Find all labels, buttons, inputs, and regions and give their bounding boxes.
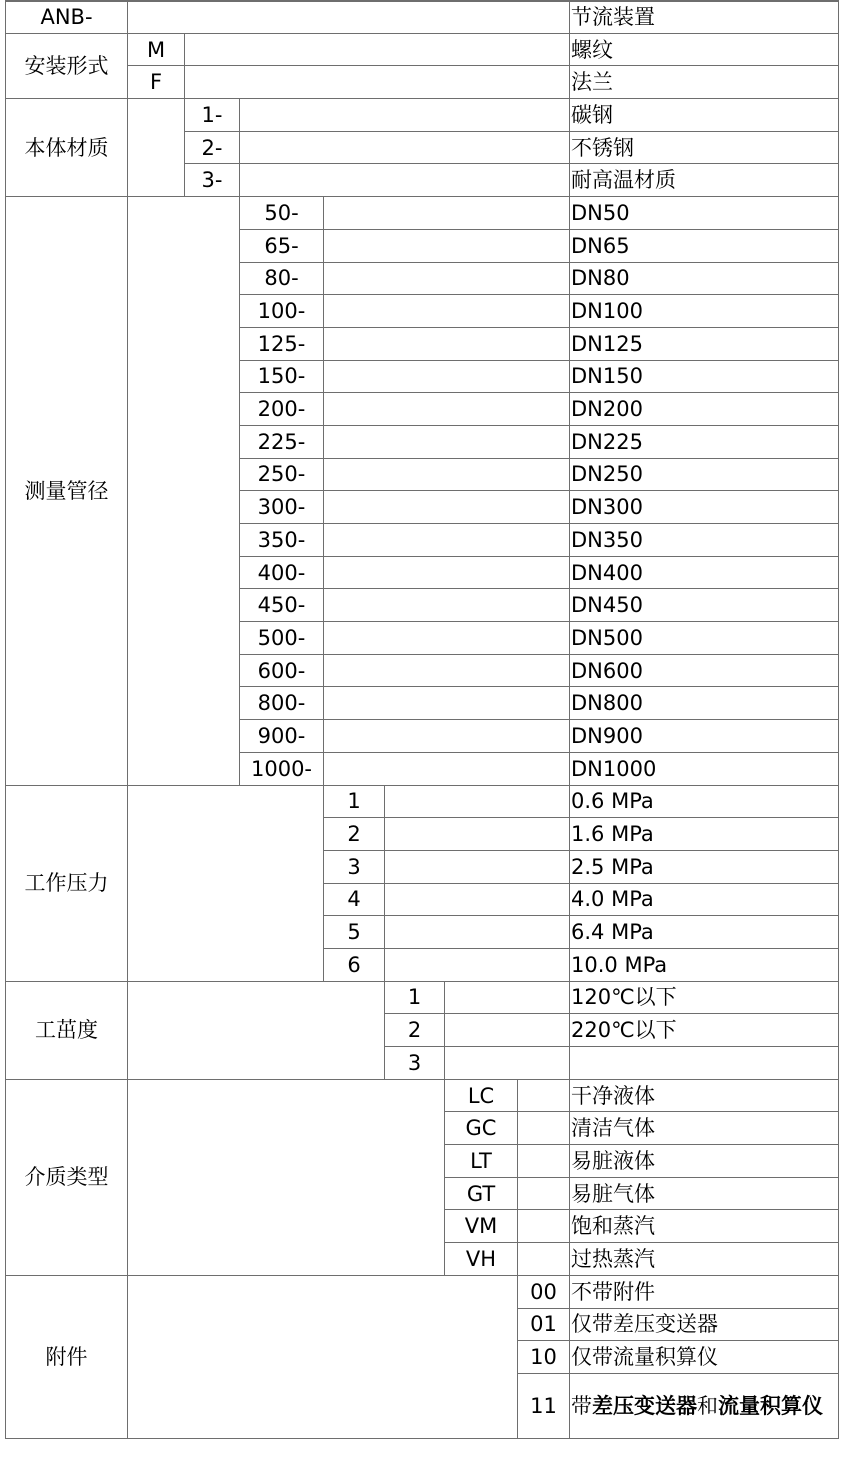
diameter-desc: DN200 — [570, 393, 839, 426]
spacer-cell — [445, 1014, 570, 1047]
diameter-code: 600- — [240, 654, 324, 687]
diameter-desc: DN450 — [570, 589, 839, 622]
medium-desc: 饱和蒸汽 — [570, 1210, 839, 1243]
diameter-desc: DN600 — [570, 654, 839, 687]
accessory-code: 11 — [518, 1373, 570, 1438]
accessory-desc — [570, 1373, 839, 1438]
header-row — [6, 1, 839, 34]
pressure-code: 1 — [324, 785, 385, 818]
spacer-cell — [324, 524, 570, 557]
spacer-cell — [324, 360, 570, 393]
pressure-code: 4 — [324, 883, 385, 916]
spacer-cell — [324, 327, 570, 360]
spacer-cell — [324, 197, 570, 230]
spacer-cell — [128, 981, 385, 1079]
material-code: 3- — [185, 164, 240, 197]
spacer-cell — [128, 1079, 445, 1275]
spacer-cell — [324, 687, 570, 720]
header-desc: 节流装置 — [570, 1, 839, 34]
accessory-code: 01 — [518, 1308, 570, 1341]
spacer-cell — [385, 916, 570, 949]
install-code: M — [128, 33, 185, 66]
model-selection-table — [5, 0, 839, 1439]
accessory-desc-part: 流量积算仪 — [718, 1393, 824, 1418]
diameter-desc: DN800 — [570, 687, 839, 720]
temperature-code: 2 — [385, 1014, 445, 1047]
medium-code: LC — [445, 1079, 518, 1112]
install-label: 安装形式 — [6, 33, 128, 98]
temperature-code: 1 — [385, 981, 445, 1014]
spacer-cell — [385, 948, 570, 981]
spacer-cell — [128, 785, 324, 981]
spacer-cell — [324, 393, 570, 426]
diameter-code: 80- — [240, 262, 324, 295]
diameter-code: 125- — [240, 327, 324, 360]
spacer-cell — [385, 818, 570, 851]
pressure-desc: 0.6 MPa — [570, 785, 839, 818]
diameter-code: 800- — [240, 687, 324, 720]
diameter-desc: DN100 — [570, 295, 839, 328]
pressure-desc: 4.0 MPa — [570, 883, 839, 916]
diameter-desc: DN1000 — [570, 752, 839, 785]
spacer-cell — [185, 66, 570, 99]
install-code: F — [128, 66, 185, 99]
diameter-desc: DN500 — [570, 622, 839, 655]
diameter-code: 500- — [240, 622, 324, 655]
spacer-cell — [518, 1210, 570, 1243]
spacer-cell — [324, 491, 570, 524]
temperature-row — [6, 981, 839, 1014]
spacer-cell — [445, 981, 570, 1014]
spacer-cell — [324, 229, 570, 262]
diameter-label: 测量管径 — [6, 197, 128, 785]
diameter-desc: DN150 — [570, 360, 839, 393]
spacer-cell — [385, 883, 570, 916]
spacer-cell — [518, 1177, 570, 1210]
spacer-cell — [128, 197, 240, 785]
medium-code: GC — [445, 1112, 518, 1145]
accessory-label: 附件 — [6, 1275, 128, 1438]
material-desc: 耐高温材质 — [570, 164, 839, 197]
temperature-desc: 220℃以下 — [570, 1014, 839, 1047]
spacer-cell — [240, 131, 570, 164]
pressure-desc: 6.4 MPa — [570, 916, 839, 949]
diameter-code: 50- — [240, 197, 324, 230]
diameter-desc: DN300 — [570, 491, 839, 524]
diameter-code: 400- — [240, 556, 324, 589]
diameter-code: 300- — [240, 491, 324, 524]
pressure-label: 工作压力 — [6, 785, 128, 981]
diameter-code: 900- — [240, 720, 324, 753]
diameter-code: 450- — [240, 589, 324, 622]
accessory-desc: 不带附件 — [570, 1275, 839, 1308]
spacer-cell — [518, 1112, 570, 1145]
pressure-code: 3 — [324, 850, 385, 883]
spacer-cell — [324, 295, 570, 328]
spacer-cell — [324, 589, 570, 622]
spacer-cell — [324, 458, 570, 491]
pressure-code: 6 — [324, 948, 385, 981]
accessory-desc-part: 差压变送器 — [592, 1393, 698, 1418]
diameter-desc: DN225 — [570, 425, 839, 458]
medium-code: LT — [445, 1145, 518, 1178]
spacer-cell — [324, 654, 570, 687]
install-desc: 螺纹 — [570, 33, 839, 66]
medium-desc: 易脏液体 — [570, 1145, 839, 1178]
medium-label: 介质类型 — [6, 1079, 128, 1275]
material-label: 本体材质 — [6, 99, 128, 197]
diameter-desc: DN350 — [570, 524, 839, 557]
material-desc: 不锈钢 — [570, 131, 839, 164]
diameter-code: 250- — [240, 458, 324, 491]
medium-code: VM — [445, 1210, 518, 1243]
spacer-cell — [324, 262, 570, 295]
install-row — [6, 33, 839, 66]
diameter-code: 225- — [240, 425, 324, 458]
medium-code: VH — [445, 1243, 518, 1276]
medium-desc: 清洁气体 — [570, 1112, 839, 1145]
diameter-desc: DN250 — [570, 458, 839, 491]
spacer-cell — [128, 99, 185, 197]
accessory-desc: 仅带流量积算仪 — [570, 1341, 839, 1374]
spacer-cell — [240, 99, 570, 132]
install-desc: 法兰 — [570, 66, 839, 99]
diameter-desc: DN50 — [570, 197, 839, 230]
diameter-code: 100- — [240, 295, 324, 328]
spacer-cell — [240, 164, 570, 197]
pressure-desc: 2.5 MPa — [570, 850, 839, 883]
diameter-code: 150- — [240, 360, 324, 393]
pressure-row — [6, 785, 839, 818]
material-row — [6, 99, 839, 132]
spacer-cell — [385, 850, 570, 883]
medium-desc: 干净液体 — [570, 1079, 839, 1112]
spacer-cell — [185, 33, 570, 66]
accessory-desc-part: 带 — [571, 1393, 593, 1418]
spacer-cell — [324, 556, 570, 589]
medium-row — [6, 1079, 839, 1112]
pressure-desc: 10.0 MPa — [570, 948, 839, 981]
temperature-label: 工茁度 — [6, 981, 128, 1079]
material-code: 1- — [185, 99, 240, 132]
spacer-cell — [128, 1, 570, 34]
temperature-desc — [570, 1047, 839, 1080]
spacer-cell — [518, 1145, 570, 1178]
spacer-cell — [324, 720, 570, 753]
diameter-code: 200- — [240, 393, 324, 426]
medium-code: GT — [445, 1177, 518, 1210]
table-body — [6, 1, 839, 1439]
spacer-cell — [445, 1047, 570, 1080]
diameter-code: 350- — [240, 524, 324, 557]
temperature-code: 3 — [385, 1047, 445, 1080]
spacer-cell — [324, 622, 570, 655]
diameter-desc: DN65 — [570, 229, 839, 262]
spacer-cell — [518, 1079, 570, 1112]
material-desc: 碳钢 — [570, 99, 839, 132]
diameter-desc: DN80 — [570, 262, 839, 295]
diameter-row — [6, 197, 839, 230]
accessory-row — [6, 1275, 839, 1308]
diameter-code: 1000- — [240, 752, 324, 785]
spacer-cell — [518, 1243, 570, 1276]
pressure-code: 2 — [324, 818, 385, 851]
material-code: 2- — [185, 131, 240, 164]
diameter-code: 65- — [240, 229, 324, 262]
diameter-desc: DN125 — [570, 327, 839, 360]
temperature-desc: 120℃以下 — [570, 981, 839, 1014]
accessory-desc: 仅带差压变送器 — [570, 1308, 839, 1341]
spacer-cell — [128, 1275, 518, 1438]
accessory-code: 10 — [518, 1341, 570, 1374]
pressure-code: 5 — [324, 916, 385, 949]
pressure-desc: 1.6 MPa — [570, 818, 839, 851]
spacer-cell — [385, 785, 570, 818]
diameter-desc: DN900 — [570, 720, 839, 753]
medium-desc: 过热蒸汽 — [570, 1243, 839, 1276]
spacer-cell — [324, 752, 570, 785]
accessory-code: 00 — [518, 1275, 570, 1308]
install-row — [6, 66, 839, 99]
spacer-cell — [324, 425, 570, 458]
accessory-desc-part: 和 — [697, 1393, 719, 1418]
medium-desc: 易脏气体 — [570, 1177, 839, 1210]
header-code: ANB- — [6, 1, 128, 34]
diameter-desc: DN400 — [570, 556, 839, 589]
